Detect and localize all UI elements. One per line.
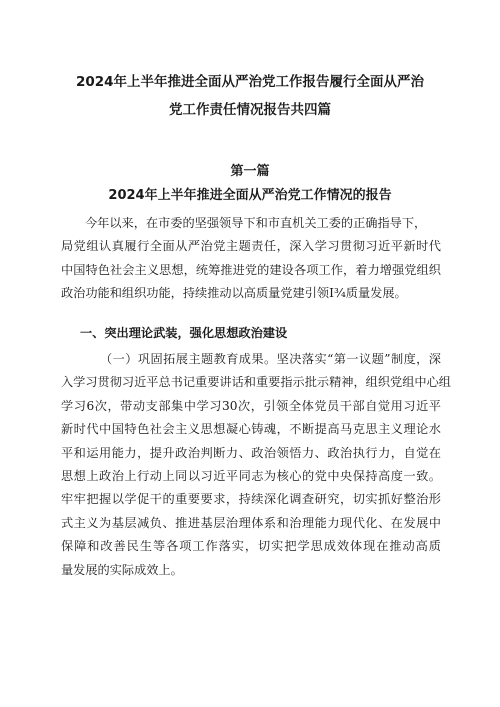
paragraph-line: 式主义为基层减负、推进基层治理体系和治理能力现代化、在发展中 — [61, 515, 441, 530]
paragraph-line: 新时代中国特色社会主义思想凝心铸魂，不断提高马克思主义理论水 — [61, 422, 441, 437]
paragraph-theory — [61, 348, 451, 582]
paragraph-line: 学习6次，带动支部集中学习30次，引领全体党员干部自觉用习近平 — [61, 398, 441, 413]
paragraph-line: 入学习贯彻习近平总书记重要讲话和重要指示批示精神，组织党组中心组 — [61, 375, 451, 390]
paragraph-line: 思想上政治上行动上同以习近平同志为核心的党中央保持高度一致。 — [61, 468, 441, 483]
part-label: 第一篇 — [230, 164, 270, 179]
paragraph-line: 局党组认真履行全面从严治党主题责任，深入学习贯彻习近平新时代 — [61, 239, 441, 254]
paragraph-line: 平和运用能力，提升政治判断力、政治领悟力、政治执行力，自觉在 — [61, 445, 441, 460]
paragraph-line: 牢牢把握以学促干的重要要求，持续深化调查研究，切实抓好整治形 — [61, 492, 441, 507]
part-title: 2024年上半年推进全面从严治党工作情况的报告 — [108, 188, 392, 203]
paragraph-line: 政治功能和组织功能，持续推动以高质量党建引领I¾质量发展。 — [61, 286, 407, 301]
document-title-line-1: 2024年上半年推进全面从严治党工作报告履行全面从严治 — [75, 74, 425, 90]
section-heading-1: 一、突出理论武装，强化思想政治建设 — [80, 326, 288, 340]
paragraph-line: 保障和改善民生等各项工作落实，切实把学思成效体现在推动高质 — [61, 539, 441, 554]
paragraph-line: 中国特色社会主义思想，统筹推进党的建设各项工作，着力增强党组织 — [61, 262, 441, 277]
paragraph-line: 量发展的实际成效上。 — [61, 562, 183, 577]
paragraph-intro — [61, 212, 441, 306]
paragraph-line: （一）巩固拓展主题教育成果。坚决落实“第一议题”制度，深 — [100, 352, 441, 366]
paragraph-line: 今年以来，在市委的坚强领导下和市直机关工委的正确指导下， — [85, 216, 427, 230]
document-title-line-2: 党工作责任情况报告共四篇 — [169, 102, 331, 118]
